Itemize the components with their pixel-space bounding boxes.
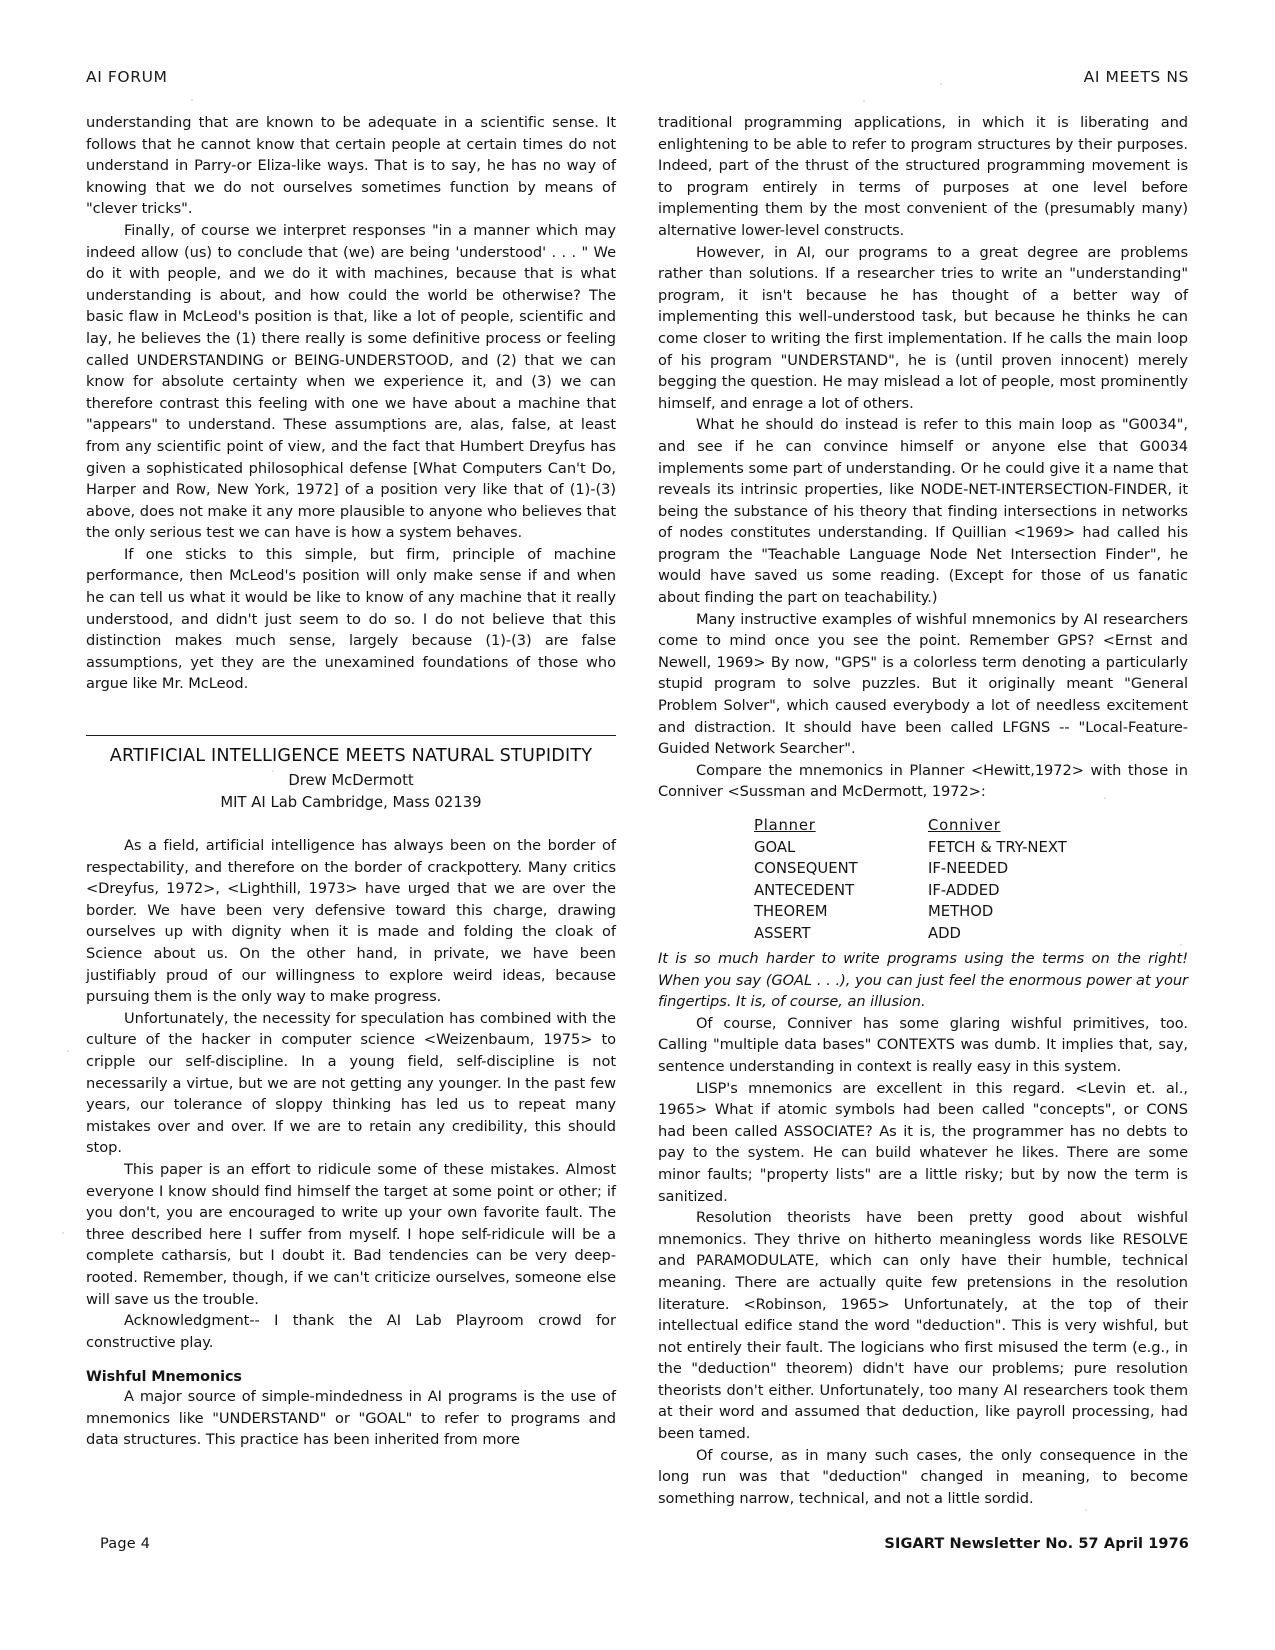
cell-planner: CONSEQUENT <box>754 860 858 877</box>
article-title: ARTIFICIAL INTELLIGENCE MEETS NATURAL STUPIDITY <box>109 746 593 767</box>
paragraph: Of course, Conniver has some glaring wishful primitives, too. Calling "multiple data bases" CONTEXTS was dumb. It implies that, say, sentence understanding in context is really easy in this system. <box>658 1014 1188 1075</box>
table-row <box>754 858 1188 880</box>
paragraph: Many instructive examples of wishful mnemonics by AI researchers come to mind once you see the point. Remember GPS? <Ernst and Newell, 1969> By now, "GPS" is a colorless term denoting a particularly stupid program to solve puzzles. But it originally meant "General Problem Solver", which caused everybody a lot of needless excitement and distraction. It should have been called LFGNS -- "Local-Feature-Guided Network Searcher". <box>658 610 1188 758</box>
column-header-planner: Planner <box>754 817 816 834</box>
running-head-left: AI FORUM <box>86 68 168 86</box>
scan-speck <box>1085 1509 1087 1511</box>
scan-speck <box>1104 797 1106 799</box>
article-author: Drew McDermott <box>288 772 414 790</box>
paragraph: As a field, artificial intelligence has always been on the border of respectability, and therefore on the border of crackpottery. Many critics <Dreyfus, 1972>, <Lighthill, 1973> have urged that we are over the border. We have been very defensive toward this charge, drawing ourselves up with dignity when it is made and folding the cloak of Science about us. On the other hand, in private, we have been justifiably proud of our willingness to explore weird ideas, because pursuing them is the only way to make progress. <box>86 837 616 1006</box>
paragraph: Of course, as in many such cases, the only consequence in the long run was that "deduction" changed in meaning, to become something narrow, technical, and not a little sordid. <box>658 1446 1188 1507</box>
paragraph: This paper is an effort to ridicule some of these mistakes. Almost everyone I know should find himself the target at some point or other; if you don't, you are encouraged to write up your own favorite fault. The three described here I suffer from myself. I hope self-ridicule will be a complete catharsis, but I doubt it. Bad tendencies can be very deep-rooted. Remember, though, if we can't criticize ourselves, someone else will save us the trouble. <box>86 1160 616 1308</box>
table-row <box>754 923 1188 945</box>
section-heading-wishful-mnemonics: Wishful Mnemonics <box>86 1369 242 1386</box>
paragraph: Unfortunately, the necessity for speculation has combined with the culture of the hacker in computer science <Weizenbaum, 1975> to cripple our self-discipline. In a young field, self-discipline is not necessarily a virtue, but we are not getting any younger. In the past few years, our tolerance of sloppy thinking has led us to repeat many mistakes over and over. If we are to retain any credibility, this should stop. <box>86 1009 616 1157</box>
table-header-row <box>754 815 1188 837</box>
table-row <box>754 901 1188 923</box>
article-body <box>86 835 616 1451</box>
paragraph: However, in AI, our programs to a great degree are problems rather than solutions. If a researcher tries to write an "understanding" program, it isn't because he has thought of a better way of implementing this well-understood task, but because he thinks he can come closer to writing the first implementation. If he calls the main loop of his program "UNDERSTAND", he is (until proven innocent) merely begging the question. He may mislead a lot of people, most prominently himself, and enrage a lot of others. <box>658 243 1188 412</box>
paragraph-continued: understanding that are known to be adequate in a scientific sense. It follows that he cannot know that certain people at certain times do not understand in Parry-or Eliza-like ways. That is to say, he has no way of knowing that we do not ourselves sometimes function by means of "clever tricks". <box>86 114 616 218</box>
cell-conniver: FETCH & TRY-NEXT <box>928 838 1067 856</box>
scan-speck <box>940 83 942 85</box>
paragraph: Resolution theorists have been pretty good about wishful mnemonics. They thrive on hitherto meaningless words like RESOLVE and PARAMODULATE, which can only have their humble, technical meaning. There are actually quite few pretensions in the resolution literature. <Robinson, 1965> Unfortunately, at the top of their intellectual edifice stand the word "deduction". This is very wishful, but not entirely their fault. The logicians who first misused the term (e.g., in the "deduction" theorem) didn't have our problems; pure resolution theorists don't either. Unfortunately, too many AI researchers took them at their word and assumed that deduction, like payroll processing, had been tamed. <box>658 1209 1188 1443</box>
scan-speck <box>863 100 865 102</box>
scan-speck <box>272 770 274 772</box>
table-row <box>754 837 1188 859</box>
left-column <box>86 112 616 1502</box>
scan-speck <box>62 1232 64 1234</box>
paragraph: A major source of simple-mindedness in AI programs is the use of mnemonics like "UNDERSTAND" or "GOAL" to refer to programs and data structures. This practice has been inherited from more <box>86 1388 616 1449</box>
cell-planner: THEOREM <box>754 903 828 920</box>
paragraph: If one sticks to this simple, but firm, principle of machine performance, then McLeod's position will only make sense if and when he can tell us what it would be like to know of any machine that it really understood, and didn't just seem to do so. I do not believe that this distinction makes much sense, largely because (1)-(3) are false assumptions, yet they are the unexamined foundations of those who argue like Mr. McLeod. <box>86 545 616 693</box>
table-row <box>754 880 1188 902</box>
acknowledgment-paragraph: Acknowledgment-- I thank the AI Lab Playroom crowd for constructive play. <box>86 1312 616 1351</box>
right-column <box>658 112 1188 1507</box>
two-column-layout <box>86 112 1189 1507</box>
cell-planner: GOAL <box>754 838 796 856</box>
cell-conniver: IF-ADDED <box>928 881 1000 899</box>
cell-planner: ANTECEDENT <box>754 881 855 899</box>
article-header <box>86 735 616 813</box>
paragraph-italic-comment: It is so much harder to write programs using the terms on the right! When you say (GOAL . . .), you can just feel the enormous power at your fingertips. It is, of course, an illusion. <box>658 950 1188 1011</box>
page-number: Page 4 <box>100 1536 151 1552</box>
running-head-right: AI MEETS NS <box>1083 68 1189 86</box>
cell-conniver: ADD <box>928 924 961 942</box>
article-affiliation: MIT AI Lab Cambridge, Mass 02139 <box>220 794 482 812</box>
cell-conniver: IF-NEEDED <box>928 860 1009 877</box>
column-header-conniver: Conniver <box>928 817 1001 834</box>
scan-speck <box>67 1050 69 1052</box>
publication-info: SIGART Newsletter No. 57 April 1976 <box>884 1536 1189 1552</box>
cell-conniver: METHOD <box>928 903 994 920</box>
cell-planner: ASSERT <box>754 924 811 942</box>
paragraph-continued: traditional programming applications, in which it is liberating and enlightening to be able to refer to program structures by their purposes. Indeed, part of the thrust of the structured programming movement is to program entirely in terms of purposes at one level before implementing them by the most convenient of the (presumably many) alternative lower-level constructs. <box>658 114 1188 239</box>
paragraph: Compare the mnemonics in Planner <Hewitt,1972> with those in Conniver <Sussman and McDermott, 1972>: <box>658 761 1188 801</box>
paragraph: What he should do instead is refer to this main loop as "G0034", and see if he can convince himself or anyone else that G0034 implements some part of understanding. Or he could give it a name that reveals its intrinsic properties, like NODE-NET-INTERSECTION-FINDER, it being the substance of his theory that finding intersections in networks of nodes constitutes understanding. If Quillian <1969> had called his program the "Teachable Language Node Net Intersection Finder", he would have saved us some reading. (Except for those of us fanatic about finding the part on teachability.) <box>658 416 1188 607</box>
scan-speck <box>1180 944 1182 946</box>
mnemonic-comparison-table <box>658 815 1188 944</box>
scan-speck <box>191 99 193 101</box>
paragraph: LISP's mnemonics are excellent in this regard. <Levin et. al., 1965> What if atomic symbols had been called "concepts", or CONS had been called ASSOCIATE? As it is, the programmer has no debts to pay to the system. He can build whatever he likes. There are some minor faults; "property lists" are a little risky; but by now the term is sanitized. <box>658 1079 1188 1205</box>
paragraph: Finally, of course we interpret responses "in a manner which may indeed allow (us) to conclude that (we) are being 'understood' . . . " We do it with people, and we do it with machines, because that is what understanding is about, and how could the world be otherwise? The basic flaw in McLeod's position is that, like a lot of people, scientific and lay, he believes the (1) there really is some definitive process or feeling called UNDERSTANDING or BEING-UNDERSTOOD, and (2) that we can know for absolute certainty when we experience it, and (3) we can therefore contrast this feeling with one we have about a machine that "appears" to understand. These assumptions are, alas, false, at least from any scientific point of view, and the fact that Humbert Dreyfus has given a sophisticated philosophical defense [What Computers Can't Do, Harper and Row, New York, 1972] of a position very like that of (1)-(3) above, does not make it any more plausible to anyone who believes that the only serious test we can have is how a system behaves. <box>86 221 616 542</box>
